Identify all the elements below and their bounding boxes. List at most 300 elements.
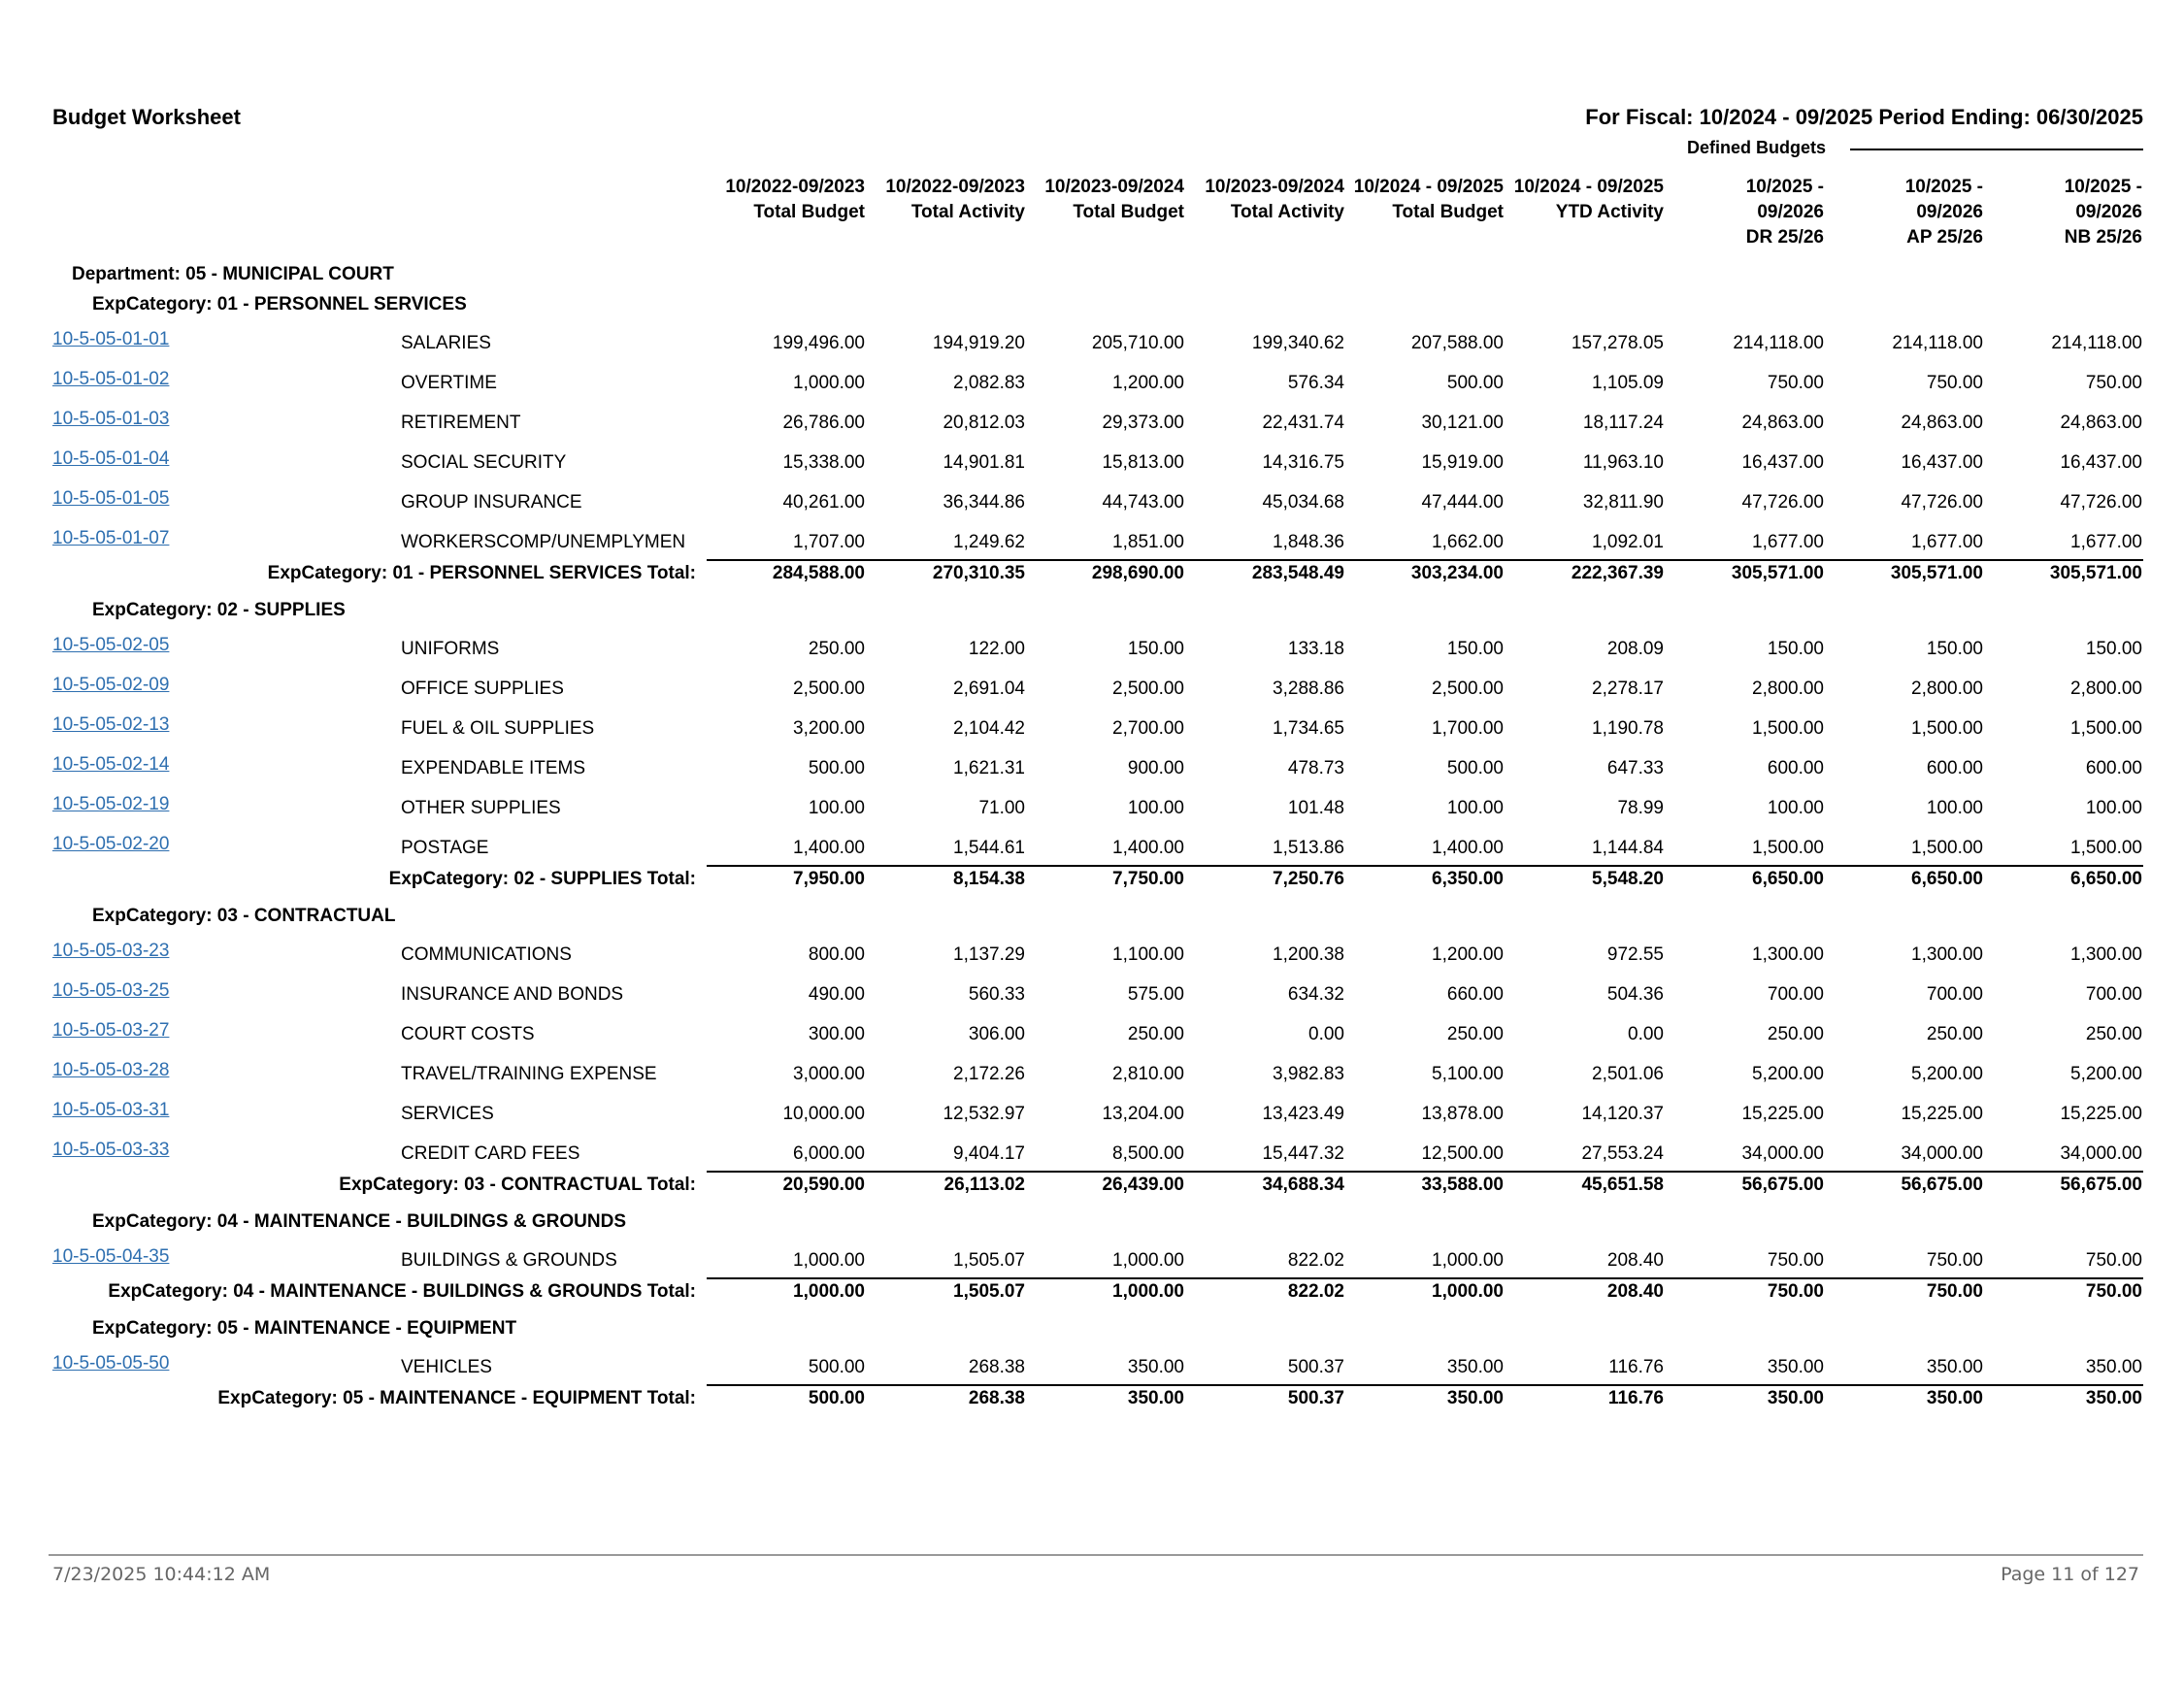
amount-cell: 250.00 bbox=[1767, 1024, 1824, 1044]
amount-cell: 504.36 bbox=[1606, 984, 1664, 1005]
amount-cell: 306.00 bbox=[968, 1024, 1025, 1044]
account-description: POSTAGE bbox=[401, 838, 489, 858]
amount-cell: 1,400.00 bbox=[1112, 838, 1184, 858]
total-amount-cell: 26,113.02 bbox=[943, 1175, 1025, 1195]
amount-cell: 214,118.00 bbox=[2051, 333, 2142, 353]
amount-cell: 22,431.74 bbox=[1262, 413, 1344, 433]
amount-cell: 150.00 bbox=[1127, 639, 1184, 659]
account-link[interactable]: 10-5-05-02-05 bbox=[52, 635, 170, 655]
account-link[interactable]: 10-5-05-02-20 bbox=[52, 834, 170, 854]
amount-cell: 1,300.00 bbox=[1752, 944, 1824, 965]
column-header-line: 10/2022-09/2023 bbox=[885, 177, 1025, 197]
column-header-line bbox=[1505, 225, 1664, 250]
column-header bbox=[706, 175, 865, 250]
amount-cell: 1,662.00 bbox=[1432, 532, 1504, 552]
category-total-label: ExpCategory: 01 - PERSONNEL SERVICES Total: bbox=[267, 563, 696, 583]
account-link[interactable]: 10-5-05-03-31 bbox=[52, 1100, 170, 1120]
amount-cell: 750.00 bbox=[1926, 373, 1983, 393]
report-title: Budget Worksheet bbox=[52, 105, 241, 129]
amount-cell: 34,000.00 bbox=[1901, 1143, 1983, 1164]
amount-cell: 2,172.26 bbox=[953, 1064, 1025, 1084]
amount-cell: 150.00 bbox=[1767, 639, 1824, 659]
total-amount-cell: 7,250.76 bbox=[1273, 869, 1344, 889]
amount-cell: 14,316.75 bbox=[1262, 452, 1344, 473]
amount-cell: 1,300.00 bbox=[1911, 944, 1983, 965]
amount-cell: 1,000.00 bbox=[1432, 1250, 1504, 1271]
amount-cell: 1,000.00 bbox=[793, 373, 865, 393]
total-amount-cell: 750.00 bbox=[1767, 1281, 1824, 1302]
table-row bbox=[0, 1020, 2184, 1057]
amount-cell: 1,500.00 bbox=[1911, 838, 1983, 858]
column-header-line: YTD Activity bbox=[1555, 202, 1664, 222]
amount-cell: 15,225.00 bbox=[1901, 1104, 1983, 1124]
account-link[interactable]: 10-5-05-02-19 bbox=[52, 794, 170, 814]
amount-cell: 500.00 bbox=[808, 1357, 865, 1377]
amount-cell: 47,444.00 bbox=[1421, 492, 1504, 513]
table-row bbox=[0, 369, 2184, 406]
total-amount-cell: 222,367.39 bbox=[1571, 563, 1664, 583]
table-row bbox=[0, 980, 2184, 1017]
account-link[interactable]: 10-5-05-01-03 bbox=[52, 409, 170, 429]
category-total-label: ExpCategory: 02 - SUPPLIES Total: bbox=[388, 869, 696, 889]
column-header-line bbox=[1025, 225, 1184, 250]
column-header-line: 10/2024 - 09/2025 bbox=[1513, 177, 1664, 197]
amount-cell: 250.00 bbox=[1446, 1024, 1504, 1044]
amount-cell: 36,344.86 bbox=[943, 492, 1025, 513]
amount-cell: 194,919.20 bbox=[932, 333, 1025, 353]
amount-cell: 15,338.00 bbox=[782, 452, 865, 473]
amount-cell: 750.00 bbox=[1767, 1250, 1824, 1271]
amount-cell: 27,553.24 bbox=[1581, 1143, 1664, 1164]
amount-cell: 1,000.00 bbox=[793, 1250, 865, 1271]
account-link[interactable]: 10-5-05-01-07 bbox=[52, 528, 170, 548]
amount-cell: 14,901.81 bbox=[943, 452, 1025, 473]
total-rule bbox=[707, 1384, 2143, 1386]
total-amount-cell: 20,590.00 bbox=[782, 1175, 865, 1195]
account-description: TRAVEL/TRAINING EXPENSE bbox=[401, 1064, 657, 1084]
total-amount-cell: 350.00 bbox=[1767, 1388, 1824, 1408]
amount-cell: 1,677.00 bbox=[1752, 532, 1824, 552]
amount-cell: 700.00 bbox=[1767, 984, 1824, 1005]
total-rule bbox=[707, 1277, 2143, 1279]
total-amount-cell: 5,548.20 bbox=[1592, 869, 1664, 889]
amount-cell: 750.00 bbox=[1767, 373, 1824, 393]
amount-cell: 13,423.49 bbox=[1262, 1104, 1344, 1124]
amount-cell: 116.76 bbox=[1608, 1357, 1664, 1377]
amount-cell: 30,121.00 bbox=[1421, 413, 1504, 433]
amount-cell: 2,810.00 bbox=[1112, 1064, 1184, 1084]
account-link[interactable]: 10-5-05-03-33 bbox=[52, 1140, 170, 1160]
amount-cell: 34,000.00 bbox=[2060, 1143, 2142, 1164]
total-amount-cell: 750.00 bbox=[1926, 1281, 1983, 1302]
amount-cell: 150.00 bbox=[1926, 639, 1983, 659]
amount-cell: 122.00 bbox=[968, 639, 1025, 659]
amount-cell: 1,105.09 bbox=[1592, 373, 1664, 393]
account-link[interactable]: 10-5-05-03-28 bbox=[52, 1060, 170, 1080]
total-amount-cell: 26,439.00 bbox=[1102, 1175, 1184, 1195]
footer-rule bbox=[49, 1554, 2143, 1556]
amount-cell: 6,000.00 bbox=[793, 1143, 865, 1164]
total-amount-cell: 305,571.00 bbox=[1890, 563, 1983, 583]
table-row bbox=[0, 448, 2184, 485]
amount-cell: 1,677.00 bbox=[1911, 532, 1983, 552]
column-header-line bbox=[1344, 225, 1504, 250]
amount-cell: 560.33 bbox=[968, 984, 1025, 1005]
total-amount-cell: 6,650.00 bbox=[1752, 869, 1824, 889]
amount-cell: 478.73 bbox=[1287, 758, 1344, 778]
column-header-line: NB 25/26 bbox=[2064, 227, 2142, 248]
amount-cell: 600.00 bbox=[2085, 758, 2142, 778]
account-description: UNIFORMS bbox=[401, 639, 500, 659]
total-amount-cell: 298,690.00 bbox=[1091, 563, 1184, 583]
amount-cell: 214,118.00 bbox=[1733, 333, 1824, 353]
amount-cell: 972.55 bbox=[1606, 944, 1664, 965]
amount-cell: 1,200.00 bbox=[1112, 373, 1184, 393]
amount-cell: 500.00 bbox=[1446, 373, 1504, 393]
amount-cell: 1,848.36 bbox=[1273, 532, 1344, 552]
total-amount-cell: 284,588.00 bbox=[772, 563, 865, 583]
amount-cell: 1,500.00 bbox=[2070, 838, 2142, 858]
total-amount-cell: 7,950.00 bbox=[793, 869, 865, 889]
table-row bbox=[0, 1060, 2184, 1097]
amount-cell: 11,963.10 bbox=[1582, 452, 1664, 473]
amount-cell: 700.00 bbox=[2085, 984, 2142, 1005]
amount-cell: 1,200.38 bbox=[1273, 944, 1344, 965]
amount-cell: 1,190.78 bbox=[1592, 718, 1664, 739]
total-amount-cell: 45,651.58 bbox=[1581, 1175, 1664, 1195]
amount-cell: 150.00 bbox=[2085, 639, 2142, 659]
amount-cell: 15,447.32 bbox=[1262, 1143, 1344, 1164]
amount-cell: 207,588.00 bbox=[1410, 333, 1504, 353]
category-title: ExpCategory: 03 - CONTRACTUAL bbox=[92, 906, 396, 926]
table-row bbox=[0, 754, 2184, 791]
account-link[interactable]: 10-5-05-01-04 bbox=[52, 448, 170, 469]
total-amount-cell: 56,675.00 bbox=[1901, 1175, 1983, 1195]
total-amount-cell: 1,000.00 bbox=[1432, 1281, 1504, 1302]
amount-cell: 3,000.00 bbox=[793, 1064, 865, 1084]
account-description: COMMUNICATIONS bbox=[401, 944, 572, 965]
amount-cell: 2,691.04 bbox=[953, 679, 1025, 699]
column-header bbox=[1025, 175, 1184, 250]
amount-cell: 600.00 bbox=[1926, 758, 1983, 778]
account-link[interactable]: 10-5-05-03-27 bbox=[52, 1020, 170, 1041]
amount-cell: 15,225.00 bbox=[2060, 1104, 2142, 1124]
amount-cell: 100.00 bbox=[2085, 798, 2142, 818]
amount-cell: 2,082.83 bbox=[953, 373, 1025, 393]
account-description: OTHER SUPPLIES bbox=[401, 798, 561, 818]
amount-cell: 78.99 bbox=[1617, 798, 1664, 818]
amount-cell: 300.00 bbox=[808, 1024, 865, 1044]
amount-cell: 350.00 bbox=[1926, 1357, 1983, 1377]
amount-cell: 900.00 bbox=[1127, 758, 1184, 778]
amount-cell: 157,278.05 bbox=[1571, 333, 1664, 353]
amount-cell: 3,200.00 bbox=[793, 718, 865, 739]
amount-cell: 1,734.65 bbox=[1273, 718, 1344, 739]
amount-cell: 1,505.07 bbox=[953, 1250, 1025, 1271]
amount-cell: 2,500.00 bbox=[1112, 679, 1184, 699]
category-total-label: ExpCategory: 03 - CONTRACTUAL Total: bbox=[339, 1175, 696, 1195]
column-header bbox=[1824, 175, 1983, 250]
amount-cell: 199,340.62 bbox=[1251, 333, 1344, 353]
total-rule bbox=[707, 865, 2143, 867]
amount-cell: 5,100.00 bbox=[1432, 1064, 1504, 1084]
column-header-line bbox=[866, 225, 1025, 250]
total-amount-cell: 350.00 bbox=[1127, 1388, 1184, 1408]
amount-cell: 634.32 bbox=[1287, 984, 1344, 1005]
amount-cell: 1,500.00 bbox=[1752, 718, 1824, 739]
amount-cell: 3,982.83 bbox=[1273, 1064, 1344, 1084]
account-link[interactable]: 10-5-05-05-50 bbox=[52, 1353, 170, 1374]
category-total-label: ExpCategory: 04 - MAINTENANCE - BUILDINGS & GROUNDS Total: bbox=[108, 1281, 696, 1302]
amount-cell: 47,726.00 bbox=[2060, 492, 2142, 513]
fiscal-period: For Fiscal: 10/2024 - 09/2025 Period Ending: 06/30/2025 bbox=[1585, 105, 2143, 129]
category-total-row bbox=[0, 1388, 2184, 1417]
account-link[interactable]: 10-5-05-02-13 bbox=[52, 714, 170, 735]
account-link[interactable]: 10-5-05-02-09 bbox=[52, 675, 170, 695]
amount-cell: 1,500.00 bbox=[1911, 718, 1983, 739]
account-description: CREDIT CARD FEES bbox=[401, 1143, 580, 1164]
table-row bbox=[0, 675, 2184, 712]
account-description: RETIREMENT bbox=[401, 413, 521, 433]
amount-cell: 45,034.68 bbox=[1262, 492, 1344, 513]
amount-cell: 16,437.00 bbox=[1741, 452, 1824, 473]
total-amount-cell: 208.40 bbox=[1606, 1281, 1664, 1302]
column-header-line bbox=[706, 225, 865, 250]
total-amount-cell: 8,154.38 bbox=[953, 869, 1025, 889]
amount-cell: 10,000.00 bbox=[782, 1104, 865, 1124]
amount-cell: 15,225.00 bbox=[1741, 1104, 1824, 1124]
amount-cell: 1,513.86 bbox=[1273, 838, 1344, 858]
amount-cell: 576.34 bbox=[1287, 373, 1344, 393]
amount-cell: 575.00 bbox=[1127, 984, 1184, 1005]
amount-cell: 1,707.00 bbox=[793, 532, 865, 552]
account-link[interactable]: 10-5-05-01-01 bbox=[52, 329, 170, 349]
total-amount-cell: 750.00 bbox=[2085, 1281, 2142, 1302]
amount-cell: 1,500.00 bbox=[1752, 838, 1824, 858]
amount-cell: 3,288.86 bbox=[1273, 679, 1344, 699]
column-header bbox=[1983, 175, 2142, 250]
account-description: INSURANCE AND BONDS bbox=[401, 984, 624, 1005]
amount-cell: 250.00 bbox=[1127, 1024, 1184, 1044]
amount-cell: 1,400.00 bbox=[793, 838, 865, 858]
total-amount-cell: 822.02 bbox=[1287, 1281, 1344, 1302]
amount-cell: 490.00 bbox=[808, 984, 865, 1005]
amount-cell: 1,544.61 bbox=[953, 838, 1025, 858]
amount-cell: 29,373.00 bbox=[1102, 413, 1184, 433]
amount-cell: 208.09 bbox=[1606, 639, 1664, 659]
total-amount-cell: 6,350.00 bbox=[1432, 869, 1504, 889]
amount-cell: 1,677.00 bbox=[2070, 532, 2142, 552]
table-row bbox=[0, 635, 2184, 672]
category-total-row bbox=[0, 1175, 2184, 1204]
amount-cell: 600.00 bbox=[1767, 758, 1824, 778]
account-description: EXPENDABLE ITEMS bbox=[401, 758, 586, 778]
column-header bbox=[1185, 175, 1344, 250]
account-description: OVERTIME bbox=[401, 373, 497, 393]
amount-cell: 24,863.00 bbox=[1901, 413, 1983, 433]
table-row bbox=[0, 941, 2184, 977]
total-rule bbox=[707, 559, 2143, 561]
column-header bbox=[866, 175, 1025, 250]
amount-cell: 2,800.00 bbox=[1911, 679, 1983, 699]
amount-cell: 800.00 bbox=[808, 944, 865, 965]
amount-cell: 133.18 bbox=[1287, 639, 1344, 659]
column-header-line: 09/2026 bbox=[2075, 202, 2142, 222]
amount-cell: 13,204.00 bbox=[1102, 1104, 1184, 1124]
category-title: ExpCategory: 05 - MAINTENANCE - EQUIPMENT bbox=[92, 1318, 517, 1339]
account-link[interactable]: 10-5-05-03-25 bbox=[52, 980, 170, 1001]
account-description: SOCIAL SECURITY bbox=[401, 452, 567, 473]
amount-cell: 1,700.00 bbox=[1432, 718, 1504, 739]
amount-cell: 750.00 bbox=[2085, 373, 2142, 393]
column-header-line: DR 25/26 bbox=[1745, 227, 1824, 248]
table-row bbox=[0, 329, 2184, 366]
amount-cell: 8,500.00 bbox=[1112, 1143, 1184, 1164]
column-header bbox=[1505, 175, 1664, 250]
amount-cell: 100.00 bbox=[1446, 798, 1504, 818]
total-amount-cell: 303,234.00 bbox=[1410, 563, 1504, 583]
amount-cell: 500.37 bbox=[1287, 1357, 1344, 1377]
amount-cell: 100.00 bbox=[1926, 798, 1983, 818]
amount-cell: 15,813.00 bbox=[1102, 452, 1184, 473]
amount-cell: 350.00 bbox=[2085, 1357, 2142, 1377]
column-header-line: Total Budget bbox=[1392, 202, 1504, 222]
column-header-line: 10/2025 - bbox=[1745, 177, 1824, 197]
total-amount-cell: 1,000.00 bbox=[1112, 1281, 1184, 1302]
column-header-line: 10/2023-09/2024 bbox=[1205, 177, 1344, 197]
amount-cell: 100.00 bbox=[808, 798, 865, 818]
amount-cell: 2,278.17 bbox=[1592, 679, 1664, 699]
total-amount-cell: 500.37 bbox=[1287, 1388, 1344, 1408]
account-description: BUILDINGS & GROUNDS bbox=[401, 1250, 617, 1271]
amount-cell: 16,437.00 bbox=[2060, 452, 2142, 473]
column-header-line: 09/2026 bbox=[1757, 202, 1824, 222]
amount-cell: 18,117.24 bbox=[1582, 413, 1664, 433]
amount-cell: 1,144.84 bbox=[1592, 838, 1664, 858]
total-amount-cell: 500.00 bbox=[808, 1388, 865, 1408]
amount-cell: 0.00 bbox=[1308, 1024, 1344, 1044]
total-amount-cell: 268.38 bbox=[968, 1388, 1025, 1408]
account-link[interactable]: 10-5-05-02-14 bbox=[52, 754, 170, 775]
amount-cell: 1,100.00 bbox=[1112, 944, 1184, 965]
amount-cell: 250.00 bbox=[2085, 1024, 2142, 1044]
amount-cell: 500.00 bbox=[808, 758, 865, 778]
amount-cell: 268.38 bbox=[968, 1357, 1025, 1377]
total-amount-cell: 350.00 bbox=[1926, 1388, 1983, 1408]
total-amount-cell: 56,675.00 bbox=[1741, 1175, 1824, 1195]
amount-cell: 2,501.06 bbox=[1592, 1064, 1664, 1084]
column-header-line: 10/2022-09/2023 bbox=[725, 177, 865, 197]
total-amount-cell: 33,588.00 bbox=[1421, 1175, 1504, 1195]
table-row bbox=[0, 409, 2184, 446]
table-row bbox=[0, 794, 2184, 831]
column-header-line bbox=[1185, 225, 1344, 250]
amount-cell: 15,919.00 bbox=[1421, 452, 1504, 473]
footer-timestamp: 7/23/2025 10:44:12 AM bbox=[52, 1564, 271, 1585]
department-title: Department: 05 - MUNICIPAL COURT bbox=[72, 264, 394, 284]
column-header-line: 10/2023-09/2024 bbox=[1044, 177, 1184, 197]
total-amount-cell: 6,650.00 bbox=[1911, 869, 1983, 889]
category-total-row bbox=[0, 563, 2184, 592]
amount-cell: 1,249.62 bbox=[953, 532, 1025, 552]
column-header-line: Total Activity bbox=[910, 202, 1025, 222]
table-row bbox=[0, 714, 2184, 751]
column-header bbox=[1665, 175, 1824, 250]
amount-cell: 16,437.00 bbox=[1901, 452, 1983, 473]
account-description: FUEL & OIL SUPPLIES bbox=[401, 718, 595, 739]
amount-cell: 205,710.00 bbox=[1091, 333, 1184, 353]
column-header-line: 10/2024 - 09/2025 bbox=[1353, 177, 1504, 197]
column-header-line: Total Budget bbox=[753, 202, 865, 222]
table-row bbox=[0, 488, 2184, 525]
amount-cell: 100.00 bbox=[1767, 798, 1824, 818]
amount-cell: 1,200.00 bbox=[1432, 944, 1504, 965]
account-link[interactable]: 10-5-05-03-23 bbox=[52, 941, 170, 961]
total-amount-cell: 283,548.49 bbox=[1251, 563, 1344, 583]
amount-cell: 9,404.17 bbox=[953, 1143, 1025, 1164]
amount-cell: 71.00 bbox=[978, 798, 1025, 818]
amount-cell: 750.00 bbox=[2085, 1250, 2142, 1271]
account-link[interactable]: 10-5-05-01-02 bbox=[52, 369, 170, 389]
total-amount-cell: 270,310.35 bbox=[932, 563, 1025, 583]
account-description: OFFICE SUPPLIES bbox=[401, 679, 564, 699]
amount-cell: 150.00 bbox=[1446, 639, 1504, 659]
account-link[interactable]: 10-5-05-04-35 bbox=[52, 1246, 170, 1267]
account-description: VEHICLES bbox=[401, 1357, 492, 1377]
amount-cell: 32,811.90 bbox=[1582, 492, 1664, 513]
total-amount-cell: 34,688.34 bbox=[1262, 1175, 1344, 1195]
amount-cell: 214,118.00 bbox=[1892, 333, 1983, 353]
column-header-line: Total Activity bbox=[1230, 202, 1344, 222]
account-link[interactable]: 10-5-05-01-05 bbox=[52, 488, 170, 509]
account-description: WORKERSCOMP/UNEMPLYMEN bbox=[401, 532, 686, 552]
amount-cell: 1,300.00 bbox=[2070, 944, 2142, 965]
account-description: SALARIES bbox=[401, 333, 491, 353]
amount-cell: 1,137.29 bbox=[953, 944, 1025, 965]
amount-cell: 101.48 bbox=[1287, 798, 1344, 818]
amount-cell: 208.40 bbox=[1606, 1250, 1664, 1271]
total-amount-cell: 1,505.07 bbox=[953, 1281, 1025, 1302]
amount-cell: 14,120.37 bbox=[1581, 1104, 1664, 1124]
column-header-line: AP 25/26 bbox=[1906, 227, 1983, 248]
table-row bbox=[0, 1100, 2184, 1137]
category-title: ExpCategory: 01 - PERSONNEL SERVICES bbox=[92, 294, 467, 314]
amount-cell: 5,200.00 bbox=[1752, 1064, 1824, 1084]
amount-cell: 1,500.00 bbox=[2070, 718, 2142, 739]
defined-budgets-label: Defined Budgets bbox=[1687, 138, 1827, 157]
amount-cell: 250.00 bbox=[808, 639, 865, 659]
account-description: GROUP INSURANCE bbox=[401, 492, 582, 513]
amount-cell: 2,700.00 bbox=[1112, 718, 1184, 739]
amount-cell: 350.00 bbox=[1127, 1357, 1184, 1377]
amount-cell: 13,878.00 bbox=[1421, 1104, 1504, 1124]
category-total-label: ExpCategory: 05 - MAINTENANCE - EQUIPMENT Total: bbox=[217, 1388, 696, 1408]
amount-cell: 700.00 bbox=[1926, 984, 1983, 1005]
category-total-row bbox=[0, 869, 2184, 898]
amount-cell: 24,863.00 bbox=[2060, 413, 2142, 433]
column-header-line: 09/2026 bbox=[1916, 202, 1983, 222]
amount-cell: 20,812.03 bbox=[943, 413, 1025, 433]
defined-budgets-rule bbox=[1850, 149, 2143, 150]
total-amount-cell: 350.00 bbox=[1446, 1388, 1504, 1408]
column-header-line: 10/2025 - bbox=[2064, 177, 2142, 197]
amount-cell: 350.00 bbox=[1446, 1357, 1504, 1377]
amount-cell: 750.00 bbox=[1926, 1250, 1983, 1271]
amount-cell: 2,500.00 bbox=[1432, 679, 1504, 699]
amount-cell: 1,000.00 bbox=[1112, 1250, 1184, 1271]
amount-cell: 47,726.00 bbox=[1741, 492, 1824, 513]
total-amount-cell: 56,675.00 bbox=[2060, 1175, 2142, 1195]
